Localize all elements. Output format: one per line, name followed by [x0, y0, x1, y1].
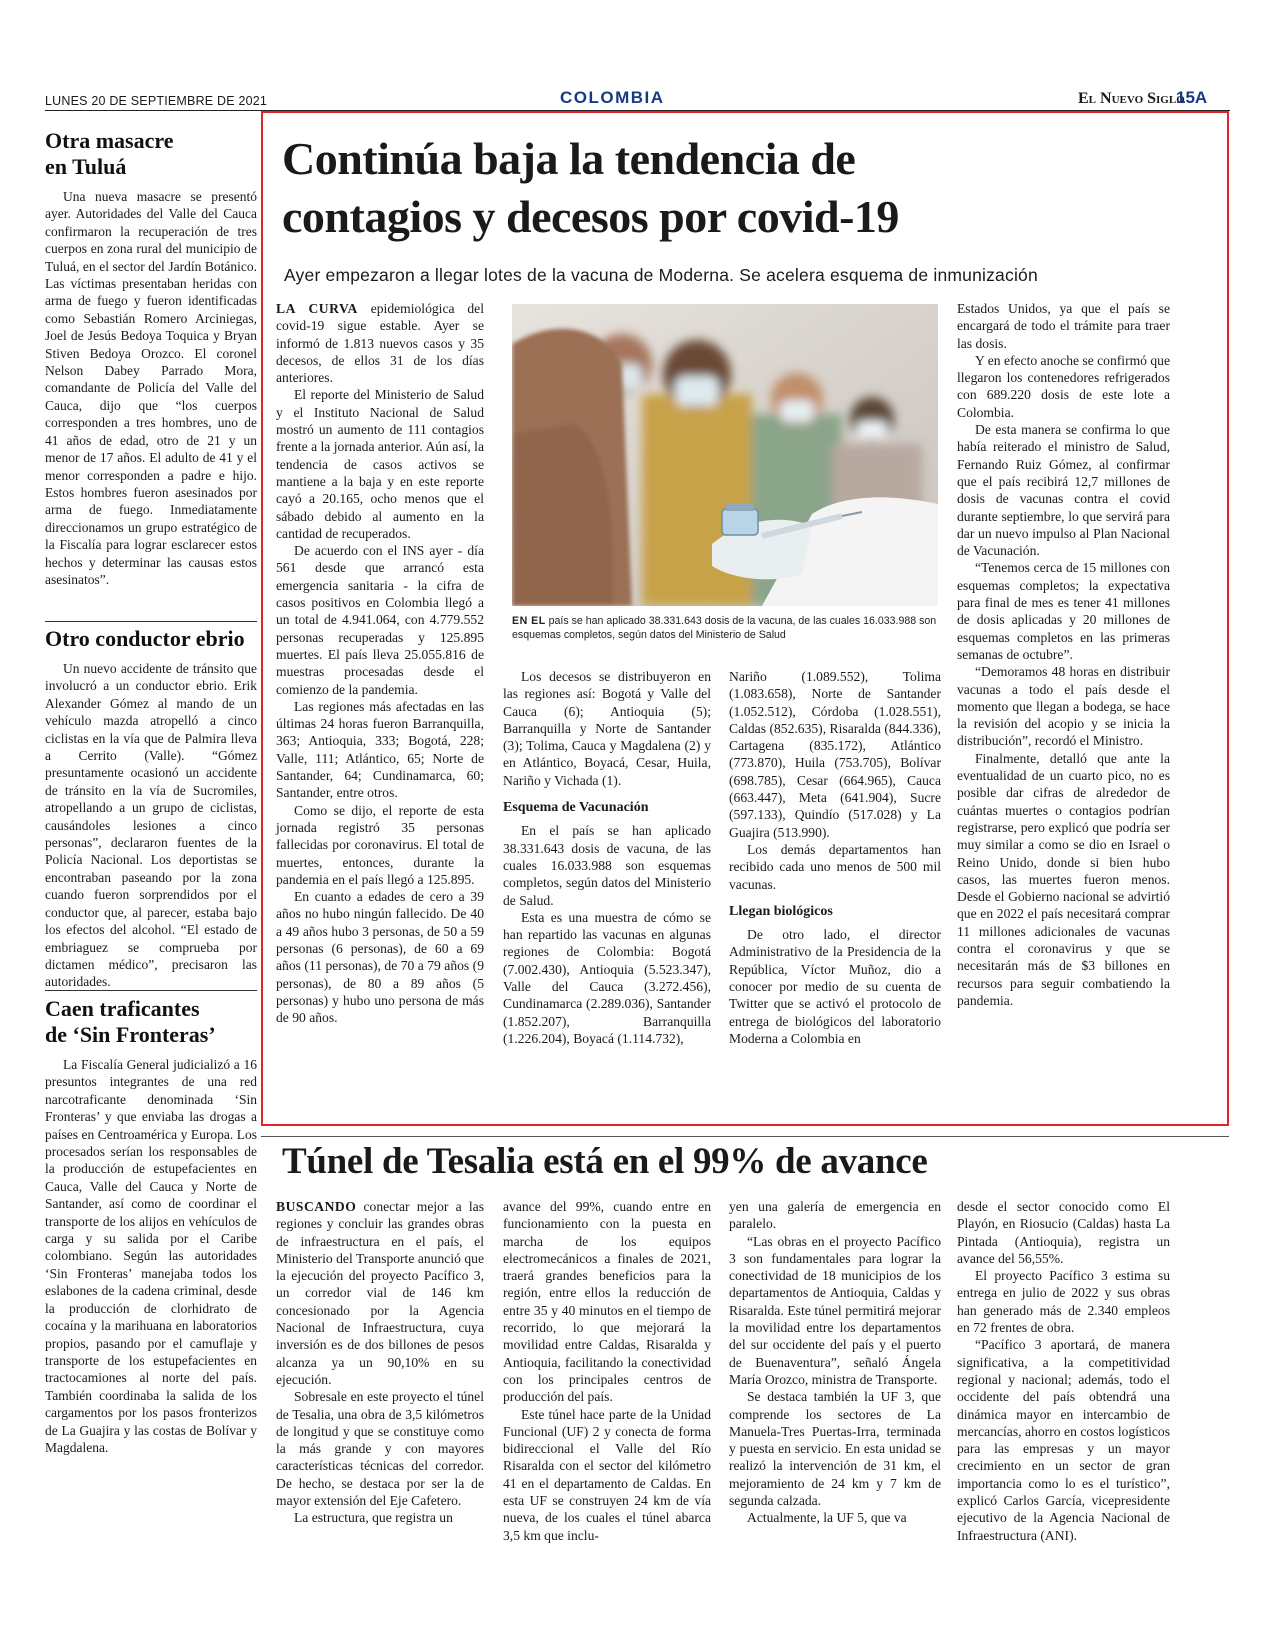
article-paragraph: En el país se han aplicado 38.331.643 dosis de vacuna, de las cuales 16.033.988 son esquemas completos, según datos del Ministerio de Salud. [503, 823, 711, 908]
main-headline-line-1: Continúa baja la tendencia de [282, 133, 856, 184]
article-paragraph: “Demoramos 48 horas en distribuir vacunas a todo el país desde el momento que llegan a bodega, se hace la revisión del acopio y se inicia la distribución”, recordó el Ministro. [957, 664, 1170, 749]
article-paragraph: yen una galería de emergencia en paralelo. [729, 1199, 941, 1232]
issue-date: LUNES 20 DE SEPTIEMBRE DE 2021 [45, 94, 268, 108]
article-paragraph: Estados Unidos, ya que el país se encargará de todo el trámite para traer las dosis. [957, 301, 1170, 351]
main-column-4 [957, 300, 1170, 1009]
section-name: COLOMBIA [560, 88, 665, 107]
caption-text: país se han aplicado 38.331.643 dosis de la vacuna, de las cuales 16.033.988 son esquemas completos, según datos del Ministerio de Salud [512, 615, 937, 641]
tunel-column-2 [503, 1198, 711, 1544]
caption-lead: EN EL [512, 615, 546, 627]
article-paragraph: Se destaca también la UF 3, que comprende los sectores de La Manuela-Tres Puertas-Irra, terminada y puesta en servicio. En esta unidad se realizó la intervención de 31 km, el mejoramiento de 24 km y 7 km de segunda calzada. [729, 1389, 941, 1509]
article-paragraph [276, 300, 484, 386]
article-paragraph: Esta es una muestra de cómo se han repartido las vacunas en algunas regiones de Colombia: Bogotá (7.002.430), Antioquia (5.523.347), Valle del Cauca (3.272.456), Cundinamarca (2.289.036), Santander (1.852.207), Barranquilla (1.226.204), Boyacá (1.114.732), [503, 909, 711, 1046]
brief-traficantes-title-2: de ‘Sin Fronteras’ [45, 1022, 216, 1047]
main-subheadline: Ayer empezaron a llegar lotes de la vacuna de Moderna. Se acelera esquema de inmunización [284, 265, 1038, 285]
article-paragraph: En cuanto a edades de cero a 39 años no hubo ningún fallecido. De 40 a 49 años hubo 3 personas, de 50 a 59 personas (6 personas), de 60 a 69 años (11 personas), de 70 a 79 años (9 personas), de 80 a 89 años (5 personas) y hubo uno persona de más de 90 años. [276, 889, 484, 1026]
article-paragraph: Este túnel hace parte de la Unidad Funcional (UF) 2 y conecta de forma bidireccional el Valle del Río Risaralda con el sector del kilómetro 41 en el departamento de Caldas. En esta UF se construyen 24 km de vía nueva, de los cuales el túnel abarca 3,5 km que inclu- [503, 1406, 711, 1543]
article-paragraph: “Pacífico 3 aportará, de manera significativa, a la competitividad regional y nacional; además, todo el occidente del país obtendrá una dinámica mayor en intercambio de mercancías, ahorro en costos logísticos para las empresas y un mayor crecimiento en un sector de gran importancia como lo es el turístico”, explicó Carlos García, vicepresidente ejecutivo de la Agencia Nacional de Infraestructura (ANI). [957, 1337, 1170, 1543]
subhead-vacunacion: Esquema de Vacunación [503, 800, 649, 816]
main-column-1 [276, 300, 484, 1026]
photo-caption [512, 614, 942, 642]
article-paragraph: avance del 99%, cuando entre en funcionamiento con la puesta en marcha de los equipos electromecánicos a finales de 2021, traerá grandes beneficios para la región, entre ellos la reducción de entre 35 y 40 minutos en el tiempo de recorrido, lo que mejorará la movilidad entre Caldas, Risaralda y Antioquia, facilitando la conectividad con los principales centros de producción del país. [503, 1199, 711, 1405]
main-column-3 [729, 668, 941, 1047]
article-paragraph: De acuerdo con el INS ayer - día 561 desde que arrancó esta emergencia sanitaria - la cifra de casos positivos en Colombia llegó a un total de 4.941.064, con 4.779.552 personas recuperadas y 125.895 muertes. El país lleva 25.055.816 de muestras procesadas desde el comienzo de la pandemia. [276, 543, 484, 697]
article-paragraph: Nariño (1.089.552), Tolima (1.083.658), Norte de Santander (1.052.512), Córdoba (1.028.551), Caldas (852.635), Risaralda (844.336), Cartagena (835.172), Atlántico (773.870), Huila (753.705), Bolívar (698.785), Cesar (664.965), Cauca (663.447), Meta (641.904), Sucre (597.133), Quindío (517.028) y La Guajira (513.990). [729, 669, 941, 840]
article-paragraph: Finalmente, detalló que ante la eventualidad de un cuarto pico, no es posible dar cifras de alrededor de cuántas muertes o contagios podrían registrarse, pero explicó que podría ser muy similar a como se dio en Israel o Reino Unido, donde si bien hubo casos, las muertes fueron menos. Desde el Gobierno nacional se advirtió que en 2022 el país necesitará comprar 11 millones adicionales de vacunas contra el coronavirus y que se necesitarán más de $3 billones en recursos para seguir combatiendo la pandemia. [957, 750, 1170, 1008]
article-paragraph: Los decesos se distribuyeron en las regiones así: Bogotá y Valle del Cauca (6); Antioquia (5); Barranquilla y Norte de Santander (3); Tolima, Cauca y Magdalena (2) y en Atlántico, Boyacá, Cesar, Huila, Nariño y Vichada (1). [503, 669, 711, 788]
brief-divider [45, 990, 257, 991]
brief-traficantes [45, 996, 257, 1456]
brief-conductor-text: Un nuevo accidente de tránsito que involucró a un conductor ebrio. Erik Alexander Gómez al mando de un vehículo mazda atropelló a cinco ciclistas en la vía que de Palmira lleva a Cerrito (Valle). “Gómez presuntamente ocasionó un accidente de tránsito en la vía de Sucromiles, atropellando a un grupo de ciclistas, causándoles lesiones a cinco personas”, declararon fuentes de la Policía Nacional. Los deportistas se encontraban paseando por la zona cuando fueron sorprendidos por el conductor que, al parecer, estaba bajo los efectos del alcohol. “El estado de embriaguez se comprueba por dictamen médico”, precisaron las autoridades. [45, 661, 257, 990]
article-paragraph: El reporte del Ministerio de Salud y el Instituto Nacional de Salud mostró un aumento de 111 contagios frente a la jornada anterior. Aún así, la tendencia de casos activos se mantiene a la baja y en este reporte cayó a 20.165, ocho menos que el sábado debido al aumento en la cantidad de recuperados. [276, 387, 484, 541]
article-paragraph: Sobresale en este proyecto el túnel de Tesalia, una obra de 3,5 kilómetros de longitud y que se constituye como la más grande y con mayores características técnicas del corredor. De hecho, se destaca por ser la de mayor extensión del Eje Cafetero. [276, 1389, 484, 1509]
tunel-column-3 [729, 1198, 941, 1527]
paragraph-text: conectar mejor a las regiones y concluir las grandes obras de infraestructura en el país, el Ministerio del Transporte anunció que la ejecución del proyecto Pacífico 3, un corredor vial de 146 km concesionado por la Agencia Nacional de Infraestructura, cuya inversión es de dos billones de pesos alcanza ya un 90,10% en su ejecución. [276, 1199, 484, 1387]
newspaper-brand: El Nuevo Siglo [1078, 90, 1185, 107]
article-paragraph: De otro lado, el director Administrativo de la Presidencia de la República, Víctor Muñoz, dio a conocer por medio de su cuenta de Twitter que se activó el protocolo de entrega de biológicos del laboratorio Moderna a Colombia en [729, 927, 941, 1046]
article-paragraph: Actualmente, la UF 5, que va [747, 1510, 907, 1526]
brief-masacre-text: Una nueva masacre se presentó ayer. Autoridades del Valle del Cauca confirmaron la recuperación de tres cuerpos en zona rural del municipio de Tuluá, en el sector del Jardín Botánico. Las víctimas presentaban heridas con arma de fuego y fueron identificadas como Sebastián Romero Arciniegas, Joel de Jesús Bedoya Toquica y Bryan Stiven Bedoya Orozco. El coronel Nelson Dabey Parrado Mora, comandante de Policía del Valle del Cauca, dijo que “los cuerpos corresponden a tres hombres, uno de 41 años de edad, otro de 21 y un menor de 17 años. El adulto de 41 y el menor corresponden a padre e hijo. Estos hombres fueron asesinados por arma de fuego. Inmediatamente direccionamos un grupo estratégico de la Fiscalía para lograr esclarecer estos hechos y determinar las causas estos asesinatos”. [45, 189, 257, 587]
article-paragraph: Y en efecto anoche se confirmó que llegaron los contenedores refrigerados con 689.220 dosis de este lote a Colombia. [957, 352, 1171, 420]
lead-in: BUSCANDO [276, 1199, 357, 1214]
page-number: 15A [1176, 88, 1208, 107]
article-paragraph: “Las obras en el proyecto Pacífico 3 son fundamentales para lograr la conectividad de 18 municipios de los departamentos de Antioquia, Caldas y Risaralda. Este túnel permitirá mejorar la movilidad entre los departamentos del sur occidente del país y el puerto de Buenaventura”, señaló Ángela María Orozco, ministra de Transporte. [729, 1233, 941, 1387]
vaccination-photo [512, 304, 938, 606]
brief-traficantes-title-1: Caen traficantes [45, 996, 200, 1021]
tunel-headline: Túnel de Tesalia está en el 99% de avance [282, 1141, 928, 1182]
brief-masacre [45, 128, 257, 588]
article-paragraph: desde el sector conocido como El Playón, en Riosucio (Caldas) hasta La Pintada (Antioquia), registra un avance del 56,55%. [957, 1199, 1170, 1266]
brief-traficantes-text: La Fiscalía General judicializó a 16 presuntos integrantes de una red narcotraficante denominada ‘Sin Fronteras’ y que enviaba las drogas a países en Centroamérica y Europa. Los procesados serían los responsables de la producción de estupefacientes en Cauca, Valle del Cauca y Norte de Santander, así como de coordinar el transporte de los alijos en vehículos de carga y su salida por el Caribe colombiano. Según las autoridades ‘Sin Fronteras’ manejaba todos los eslabones de la cadena criminal, desde la producción de clorhidrato de cocaína y la marihuana en laboratorios propios, pasando por el camuflaje y transporte de los estupefacientes en tractocamiones al norte del país. También coordinaba la salida de los cargamentos por los pasos fronterizos de La Guajira y las costas de Bolívar y Magdalena. [45, 1057, 257, 1455]
article-paragraph: De esta manera se confirma lo que había reiterado el ministro de Salud, Fernando Ruiz Gómez, al confirmar que el país recibirá 12,7 millones de dosis de vacunas contra el covid durante septiembre, lo que servirá para dar un nuevo impulso al Plan Nacional de Vacunación. [957, 422, 1170, 559]
main-column-2 [503, 668, 711, 1047]
main-headline [282, 130, 1212, 246]
paragraph-text: epidemiológica del covid-19 sigue estable. Ayer se informó de 1.813 nuevos casos y 35 decesos, de ellos 31 de los días anteriores. [276, 301, 484, 386]
article-paragraph: Como se dijo, el reporte de esta jornada registró 35 personas fallecidas por coronavirus. El total de muertes, entonces, durante la pandemia en el país llegó a 125.895. [276, 802, 484, 887]
brief-masacre-title-2: en Tuluá [45, 154, 127, 179]
article-paragraph [276, 1198, 484, 1388]
story-divider [261, 1136, 1229, 1137]
article-paragraph: Los demás departamentos han recibido cada uno menos de 500 mil vacunas. [729, 841, 941, 892]
subhead-biologicos: Llegan biológicos [729, 903, 833, 919]
article-paragraph: La estructura, que registra un [294, 1510, 453, 1526]
article-paragraph: Las regiones más afectadas en las últimas 24 horas fueron Barranquilla, 363; Antioquia, 333; Bogotá, 228; Valle, 111; Atlántico, 65; Norte de Santander, 64; Cundinamarca, 60; Santander, entre otros. [276, 698, 484, 801]
brief-masacre-title-1: Otra masacre [45, 128, 174, 153]
tunel-column-1 [276, 1198, 484, 1527]
brief-divider [45, 621, 257, 622]
lead-in: LA CURVA [276, 301, 358, 316]
tunel-column-4 [957, 1198, 1170, 1544]
brief-conductor-title: Otro conductor ebrio [45, 626, 245, 651]
brief-conductor [45, 626, 257, 991]
main-headline-line-2: contagios y decesos por covid-19 [282, 191, 899, 242]
article-paragraph: “Tenemos cerca de 15 millones con esquemas completos; la expectativa para final de mes es tener 41 millones de dosis aplicadas y 20 millones de esquemas completos en las primeras semanas de octubre”. [957, 560, 1170, 662]
article-paragraph: El proyecto Pacífico 3 estima su entrega en julio de 2022 y sus obras han generado más de 2.340 empleos en 72 frentes de obra. [957, 1268, 1170, 1336]
